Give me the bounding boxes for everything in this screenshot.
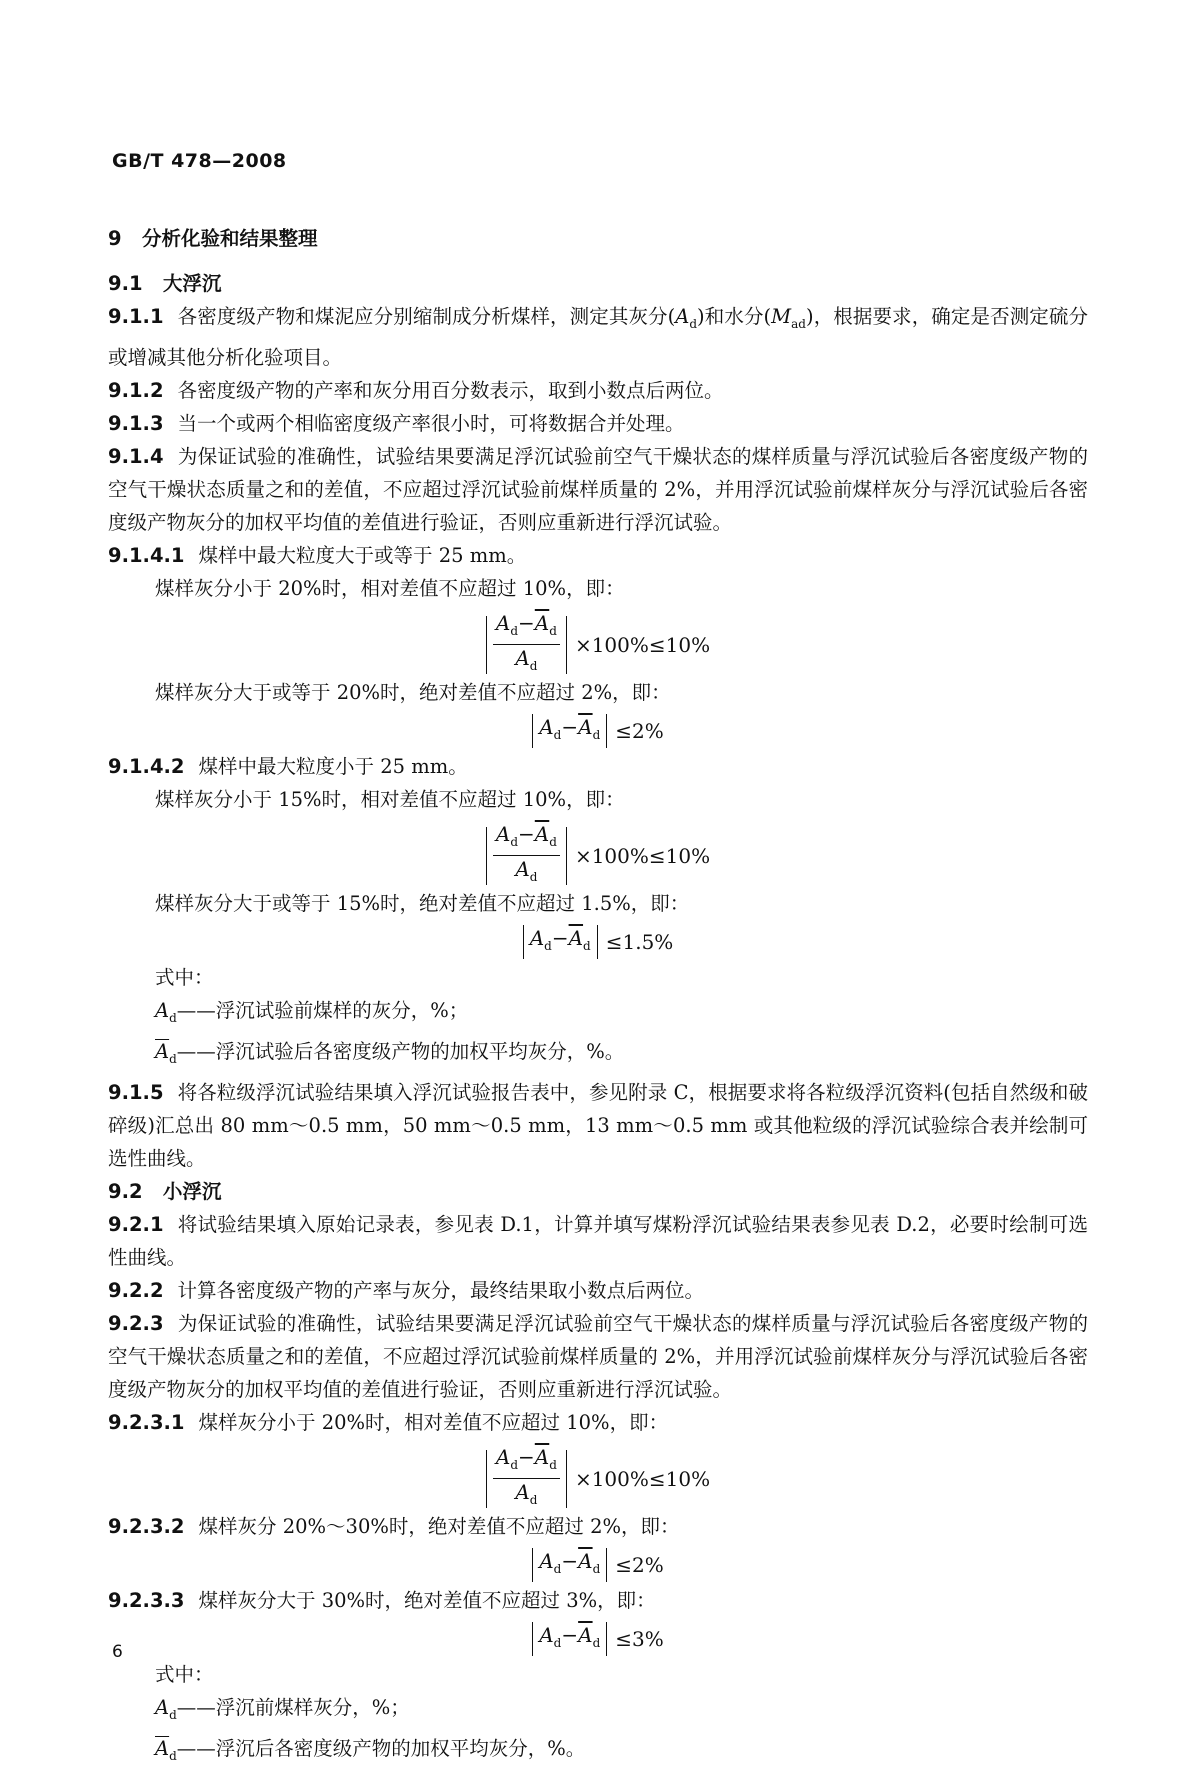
page-number: 6 <box>112 1642 123 1662</box>
formula-absolute: $A_d-\overline{A}_d$ ≤2% <box>108 713 1088 748</box>
section-heading-9-1: 9.1 大浮沉 <box>108 272 222 295</box>
clause-9-2-2: 9.2.2 计算各密度级产物的产率与灰分，最终结果取小数点后两位。 <box>108 1278 705 1302</box>
clause-9-1-2: 9.1.2 各密度级产物的产率和灰分用百分数表示，取到小数点后两位。 <box>108 378 724 402</box>
definition-a-d-bar: $\overline{A}_d——$浮沉后各密度级产物的加权平均灰分，%。 <box>155 1736 586 1763</box>
clause-9-2-1: 9.2.1 将试验结果填入原始记录表，参见表 D.1，计算并填写煤粉浮沉试验结果表参见表 D.2，必要时绘制可选性曲线。 <box>108 1212 1088 1269</box>
definition-a-d-bar: $\overline{A}_d——$浮沉试验后各密度级产物的加权平均灰分，%。 <box>155 1039 625 1066</box>
where-label: 式中： <box>155 965 214 989</box>
condition-text: 煤样灰分小于 20%时，相对差值不应超过 10%，即： <box>155 576 625 600</box>
formula-relative: $\frac{A_d-\overline{A}_d}{A_d}$ ×100%≤10% <box>108 1443 1088 1508</box>
clause-9-1-5: 9.1.5 将各粒级浮沉试验结果填入浮沉试验报告表中，参见附录 C，根据要求将各粒级浮沉资料(包括自然级和破碎级)汇总出 80 mm～0.5 mm，50 mm～0.5 mm，13 mm～0.5 mm 或其他粒级的浮沉试验综合表并绘制可选性曲线。 <box>108 1080 1088 1170</box>
definition-a-d: $A_d——$浮沉前煤样灰分，%； <box>155 1695 410 1722</box>
clause-9-2-3-1: 9.2.3.1 煤样灰分小于 20%时，相对差值不应超过 10%，即： <box>108 1410 669 1434</box>
clause-9-1-3: 9.1.3 当一个或两个相临密度级产率很小时，可将数据合并处理。 <box>108 411 685 435</box>
document-body <box>108 222 1088 1772</box>
formula-absolute: $A_d-\overline{A}_d$ ≤1.5% <box>108 924 1088 959</box>
condition-text: 煤样灰分大于或等于 20%时，绝对差值不应超过 2%，即： <box>155 680 671 704</box>
clause-9-2-3-2: 9.2.3.2 煤样灰分 20%～30%时，绝对差值不应超过 2%，即： <box>108 1514 680 1538</box>
standard-code: GB/T 478—2008 <box>112 150 287 172</box>
clause-9-1-4-1: 9.1.4.1 煤样中最大粒度大于或等于 25 mm。 <box>108 543 527 567</box>
clause-9-1-1: 9.1.1 各密度级产物和煤泥应分别缩制成分析煤样，测定其灰分$(A_d)$和水分$(M_{ad})$，根据要求，确定是否测定硫分或增减其他分析化验项目。 <box>108 305 1089 369</box>
formula-relative: $\frac{A_d-\overline{A}_d}{A_d}$ ×100%≤10% <box>108 609 1088 674</box>
formula-relative: $\frac{A_d-\overline{A}_d}{A_d}$ ×100%≤10% <box>108 820 1088 885</box>
clause-9-2-3-3: 9.2.3.3 煤样灰分大于 30%时，绝对差值不应超过 3%，即： <box>108 1588 656 1612</box>
clause-9-1-4-2: 9.1.4.2 煤样中最大粒度小于 25 mm。 <box>108 754 468 778</box>
formula-absolute: $A_d-\overline{A}_d$ ≤2% <box>108 1547 1088 1582</box>
condition-text: 煤样灰分小于 15%时，相对差值不应超过 10%，即： <box>155 787 625 811</box>
clause-9-2-3: 9.2.3 为保证试验的准确性，试验结果要满足浮沉试验前空气干燥状态的煤样质量与浮沉试验后各密度级产物的空气干燥状态质量之和的差值，不应超过浮沉试验前煤样质量的 2%，并用浮沉试验前煤样灰分与浮沉试验后各密度级产物灰分的加权平均值的差值进行验证，否则应重新进行浮沉试验。 <box>108 1311 1088 1401</box>
formula-absolute: $A_d-\overline{A}_d$ ≤3% <box>108 1621 1088 1656</box>
condition-text: 煤样灰分大于或等于 15%时，绝对差值不应超过 1.5%，即： <box>155 891 690 915</box>
definition-a-d: $A_d——$浮沉试验前煤样的灰分，%； <box>155 998 469 1025</box>
section-heading-9: 9 分析化验和结果整理 <box>108 227 318 250</box>
clause-9-1-4: 9.1.4 为保证试验的准确性，试验结果要满足浮沉试验前空气干燥状态的煤样质量与浮沉试验后各密度级产物的空气干燥状态质量之和的差值，不应超过浮沉试验前煤样质量的 2%，并用浮沉试验前煤样灰分与浮沉试验后各密度级产物灰分的加权平均值的差值进行验证，否则应重新进行浮沉试验。 <box>108 444 1088 534</box>
where-label: 式中： <box>155 1662 214 1686</box>
section-heading-9-2: 9.2 小浮沉 <box>108 1179 222 1203</box>
